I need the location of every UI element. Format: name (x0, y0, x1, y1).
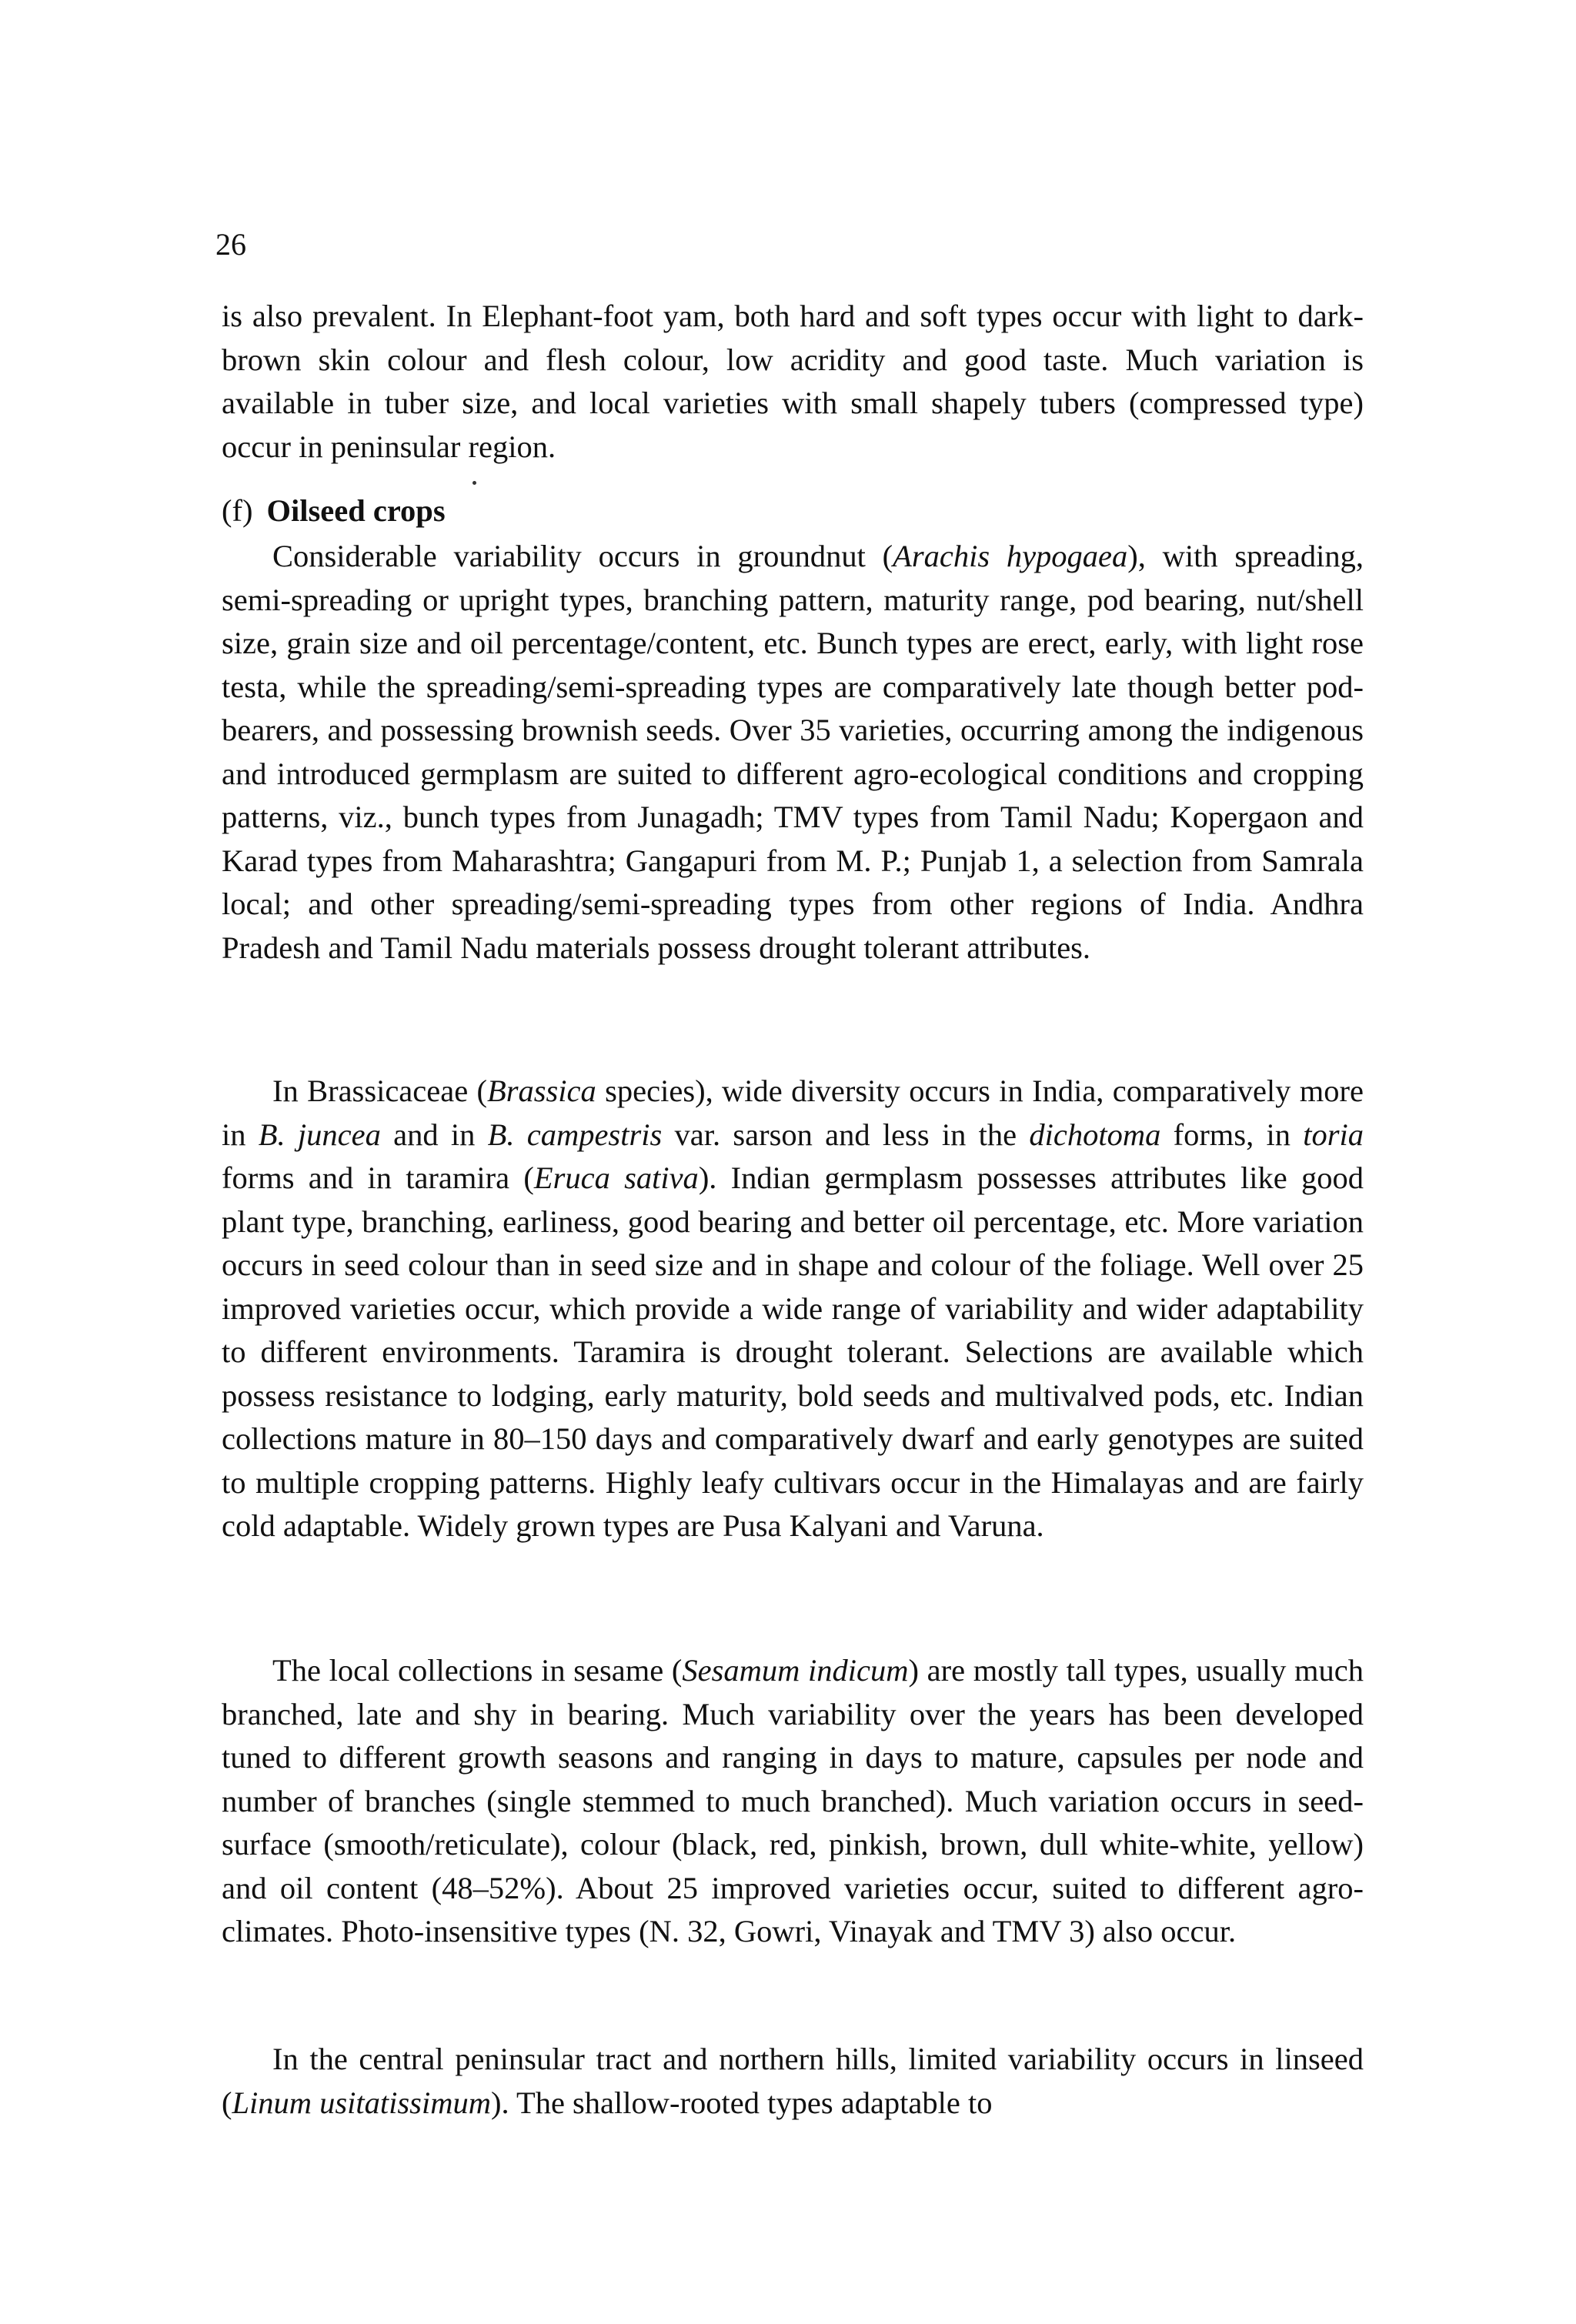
species-juncea: B. juncea (258, 1117, 381, 1152)
brassica-text: In Brassicaceae (Brassica species), wide diversity occurs in India, comparatively more in B. juncea and in B. campestris var. sarson and less in the dichotoma forms, in toria forms and in taramira (Eruca sativa). Indian germplasm possesses attributes like good plant type, branching, earliness, good bearing and better oil percentage, etc. More variation occurs in seed colour than in seed size and in shape and colour of the foliage. Well over 25 improved varieties occur, which provide a wide range of variability and wider adaptability to different environments. Taramira is drought tolerant. Selections are available which possess resistance to lodging, early maturity, bold seeds and multivalved pods, etc. Indian collections mature in 80–150 days and comparatively dwarf and early genotypes are suited to multiple cropping patterns. Highly leafy cultivars occur in the Himalayas and are fairly cold adaptable. Widely grown types are Pusa Kalyani and Varuna. (222, 1074, 1364, 1543)
section-label: (f) (222, 493, 253, 528)
species-linum: Linum usitatissimum (232, 2085, 491, 2120)
genus-brassica: Brassica (487, 1074, 596, 1108)
section-heading (222, 489, 446, 533)
form-toria: toria (1303, 1117, 1364, 1152)
sesame-text: The local collections in sesame (Sesamum indicum) are mostly tall types, usually much branched, late and shy in bearing. Much variability over the years has been developed tuned to different growth seasons and ranging in days to mature, capsules per node and number of branches (single stemmed to much branched). Much variation occurs in seed-surface (smooth/reticulate), colour (black, red, pinkish, brown, dull white-white, yellow) and oil content (48–52%). About 25 improved varieties occur, suited to different agro-climates. Photo-insensitive types (N. 32, Gowri, Vinayak and TMV 3) also occur. (222, 1653, 1364, 1948)
species-eruca: Eruca sativa (533, 1160, 699, 1195)
species-campestris: B. campestris (487, 1117, 663, 1152)
page-number: 26 (215, 227, 246, 262)
section-title: Oilseed crops (266, 493, 446, 528)
groundnut-text: Considerable variability occurs in groundnut (Arachis hypogaea), with spreading, semi-spreading or upright types, branching pattern, maturity range, pod bearing, nut/shell size, grain size and oil percentage/content, etc. Bunch types are erect, early, with light rose testa, while the spreading/semi-spreading types are comparatively late though better pod-bearers, and possessing brownish seeds. Over 35 varieties, occurring among the indigenous and introduced germplasm are suited to different agro-ecological conditions and cropping patterns, viz., bunch types from Junagadh; TMV types from Tamil Nadu; Kopergaon and Karad types from Maharashtra; Gangapuri from M. P.; Punjab 1, a selection from Samrala local; and other spreading/semi-spreading types from other regions of India. Andhra Pradesh and Tamil Nadu materials possess drought tolerant attributes. (222, 539, 1364, 965)
species-sesamum: Sesamum indicum (682, 1653, 909, 1688)
print-speck (472, 481, 476, 485)
intro-text: is also prevalent. In Elephant-foot yam, both hard and soft types occur with light to dark-brown skin colour and flesh colour, low acridity and good taste. Much variation is available in tuber size, and local varieties with small shapely tubers (compressed type) occur in peninsular region. (222, 299, 1364, 464)
form-dichotoma: dichotoma (1029, 1117, 1161, 1152)
groundnut-paragraph (222, 535, 1364, 970)
linseed-text: In the central peninsular tract and northern hills, limited variability occurs in linseed (Linum usitatissimum). The shallow-rooted types adaptable to (222, 2042, 1364, 2120)
intro-paragraph (222, 295, 1364, 469)
brassica-paragraph (222, 1070, 1364, 1548)
linseed-paragraph (222, 2038, 1364, 2125)
species-arachis: Arachis hypogaea (893, 539, 1128, 573)
sesame-paragraph (222, 1649, 1364, 1954)
